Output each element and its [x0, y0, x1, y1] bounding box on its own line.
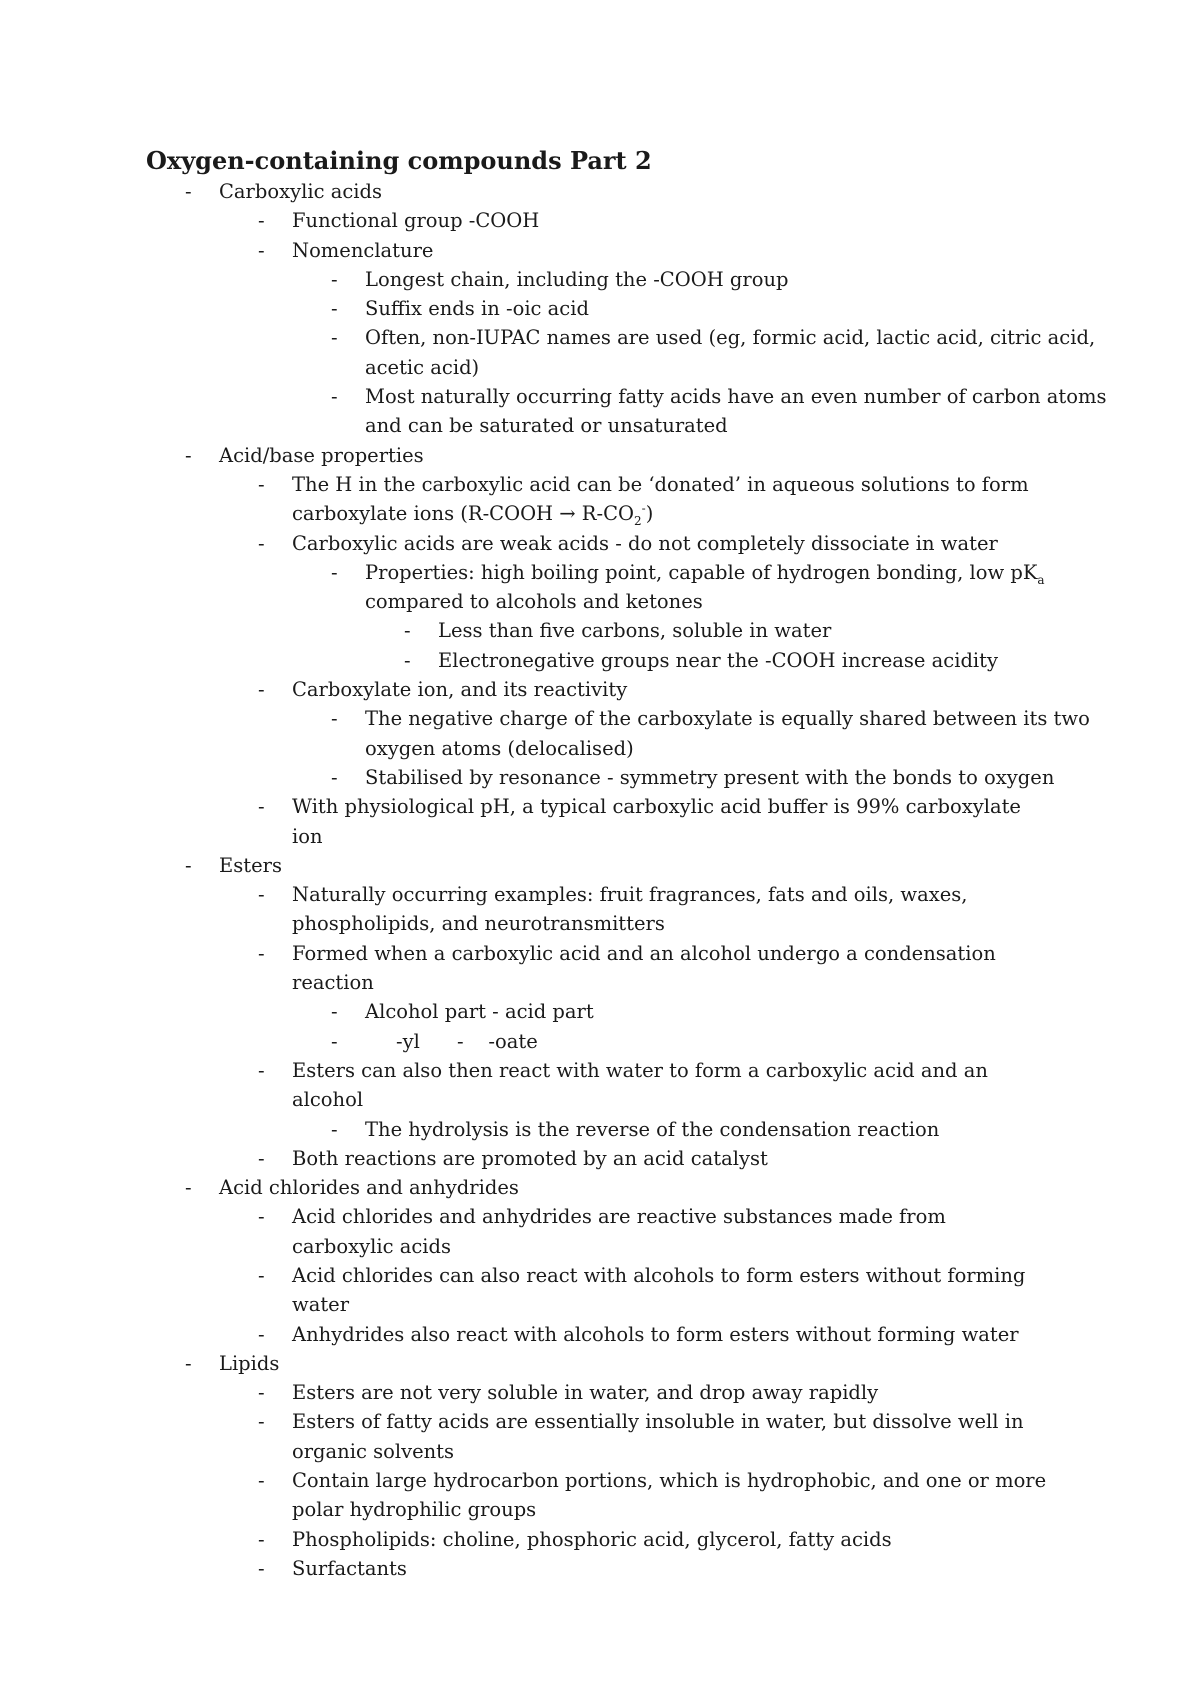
outline-item-level-2	[0, 1320, 1052, 1349]
outline-item-text: Often, non-IUPAC names are used (eg, formic acid, lactic acid, citric acid, acetic acid)	[365, 326, 1096, 379]
outline-item-level-1	[0, 1173, 979, 1202]
outline-item-level-2	[0, 1466, 1052, 1525]
outline-item-text: Contain large hydrocarbon portions, which is hydrophobic, and one or more polar hydrophilic groups	[292, 1469, 1047, 1522]
subscript: 2	[633, 514, 642, 529]
outline-item-level-3	[0, 997, 1125, 1026]
bullet-dash: -	[185, 1176, 192, 1200]
outline-item-text: Surfactants	[292, 1556, 407, 1580]
outline-item-level-2	[0, 880, 1052, 939]
outline-item-level-3	[0, 704, 1125, 763]
bullet-dash: -	[185, 443, 192, 467]
bullet-dash: -	[258, 1058, 265, 1082]
notes-outline	[0, 177, 1200, 1583]
subscript: a	[1037, 572, 1045, 587]
outline-item-level-2	[0, 1525, 1052, 1554]
outline-item-text: Acid chlorides can also react with alcohols to form esters without forming water	[292, 1263, 1026, 1317]
bullet-dash: -	[185, 853, 192, 877]
bullet-dash: -	[258, 1410, 265, 1434]
outline-item-text: Naturally occurring examples: fruit fragrances, fats and oils, waxes, phospholipids, and neurotransmitters	[292, 883, 968, 936]
outline-item-text: With physiological pH, a typical carboxylic acid buffer is 99% carboxylate ion	[292, 795, 1021, 848]
outline-item-text: Lipids	[219, 1351, 280, 1375]
outline-item-level-4	[0, 646, 1198, 675]
bullet-dash: -	[258, 1263, 265, 1287]
bullet-dash: -	[331, 297, 338, 321]
bullet-dash: -	[331, 765, 338, 789]
outline-item-level-2	[0, 1261, 1052, 1320]
bullet-dash: -	[331, 385, 338, 409]
outline-item-level-3	[0, 1115, 1125, 1144]
outline-item-text: Acid chlorides and anhydrides	[219, 1176, 519, 1200]
page-title: Oxygen-containing compounds Part 2	[146, 146, 652, 175]
outline-item-level-3	[0, 763, 1125, 792]
outline-item-level-2	[0, 1144, 1052, 1173]
bullet-dash: -	[331, 707, 338, 731]
bullet-dash: -	[258, 1146, 265, 1170]
outline-item-level-1	[0, 177, 979, 206]
bullet-dash: -	[331, 560, 338, 584]
outline-item-level-1	[0, 441, 979, 470]
outline-item-text: Phospholipids: choline, phosphoric acid, glycerol, fatty acids	[292, 1527, 892, 1551]
bullet-dash: -	[258, 678, 265, 702]
bullet-dash: -	[258, 472, 265, 496]
outline-item-level-4	[0, 616, 1198, 645]
bullet-dash: -	[331, 1117, 338, 1141]
outline-item-text: Suffix ends in -oic acid	[365, 297, 589, 321]
outline-item-level-1	[0, 1349, 979, 1378]
outline-item-level-3	[0, 294, 1125, 323]
bullet-dash: -	[258, 941, 265, 965]
bullet-dash: -	[258, 1322, 265, 1346]
outline-item-level-2	[0, 939, 1052, 998]
outline-item-level-2	[0, 1378, 1052, 1407]
outline-item-text: Carboxylic acids are weak acids - do not completely dissociate in water	[292, 531, 998, 555]
outline-item-level-3	[0, 558, 1125, 617]
outline-item-text: The negative charge of the carboxylate is equally shared between its two oxygen atoms (delocalised)	[365, 707, 1090, 760]
outline-item-text: Longest chain, including the -COOH group	[365, 267, 789, 291]
bullet-dash: -	[258, 238, 265, 262]
outline-item-text: Esters	[219, 853, 282, 877]
outline-item-level-3	[0, 382, 1125, 441]
bullet-dash: -	[404, 648, 411, 672]
bullet-dash: -	[258, 1527, 265, 1551]
bullet-dash: -	[258, 1381, 265, 1405]
outline-item-text: Esters can also then react with water to form a carboxylic acid and an alcohol	[292, 1058, 988, 1112]
outline-item-text: The hydrolysis is the reverse of the condensation reaction	[365, 1117, 940, 1141]
outline-item-level-3	[0, 265, 1125, 294]
outline-item-level-2	[0, 1202, 1052, 1261]
bullet-dash: -	[185, 180, 192, 203]
outline-item-level-2	[0, 470, 1052, 529]
bullet-dash: -	[258, 1469, 265, 1493]
outline-item-text: Esters of fatty acids are essentially insoluble in water, but dissolve well in organic solvents	[292, 1410, 1024, 1463]
bullet-dash: -	[331, 1000, 338, 1024]
bullet-dash: -	[258, 531, 265, 555]
outline-item-level-2	[0, 1554, 1052, 1583]
outline-item-text: Acid chlorides and anhydrides are reactive substances made from carboxylic acids	[292, 1205, 946, 1258]
outline-item-text: Less than five carbons, soluble in water	[438, 619, 832, 643]
bullet-dash: -	[258, 1556, 265, 1580]
outline-item-text: Most naturally occurring fatty acids have an even number of carbon atoms and can be saturated or unsaturated	[365, 385, 1107, 438]
bullet-dash: -	[331, 267, 338, 291]
superscript: -	[641, 501, 646, 516]
outline-item-text: Carboxylic acids	[219, 180, 382, 203]
outline-item-text: Both reactions are promoted by an acid catalyst	[292, 1146, 768, 1170]
bullet-dash: -	[258, 1205, 265, 1229]
bullet-dash: -	[258, 209, 265, 233]
outline-item-text: -yl - -oate	[365, 1029, 538, 1053]
bullet-dash: -	[404, 619, 411, 643]
outline-item-level-2	[0, 1407, 1052, 1466]
outline-item-text: Properties: high boiling point, capable of hydrogen bonding, low $pK_a$ compared to alcohols and ketones	[365, 560, 1045, 614]
outline-item-text: Formed when a carboxylic acid and an alcohol undergo a condensation reaction	[292, 941, 996, 995]
outline-item-text: Alcohol part - acid part	[365, 1000, 594, 1024]
outline-item-level-2	[0, 1056, 1052, 1115]
outline-item-text: Anhydrides also react with alcohols to form esters without forming water	[292, 1322, 1019, 1346]
outline-item-level-3	[0, 323, 1125, 382]
outline-item-text: Nomenclature	[292, 238, 434, 262]
outline-item-text: The H in the carboxylic acid can be ‘donated’ in aqueous solutions to form carboxylate ions (R-COOH → $R-CO_2^-$)	[292, 472, 1029, 529]
outline-item-level-2	[0, 675, 1052, 704]
outline-item-level-2	[0, 206, 1052, 235]
outline-item-text: Stabilised by resonance - symmetry present with the bonds to oxygen	[365, 765, 1055, 789]
outline-item-level-3	[0, 1027, 1125, 1056]
outline-item-text: Acid/base properties	[219, 443, 424, 467]
outline-item-level-2	[0, 236, 1052, 265]
outline-item-text: Electronegative groups near the -COOH increase acidity	[438, 648, 999, 672]
outline-item-text: Esters are not very soluble in water, and drop away rapidly	[292, 1381, 879, 1405]
outline-item-level-2	[0, 792, 1052, 851]
outline-item-level-2	[0, 529, 1052, 558]
bullet-dash: -	[331, 326, 338, 350]
bullet-dash: -	[185, 1351, 192, 1375]
outline-item-text: Functional group -COOH	[292, 209, 540, 233]
bullet-dash: -	[331, 1029, 338, 1053]
outline-item-text: Carboxylate ion, and its reactivity	[292, 678, 628, 702]
bullet-dash: -	[258, 795, 265, 819]
bullet-dash: -	[258, 883, 265, 907]
outline-item-level-1	[0, 851, 979, 880]
